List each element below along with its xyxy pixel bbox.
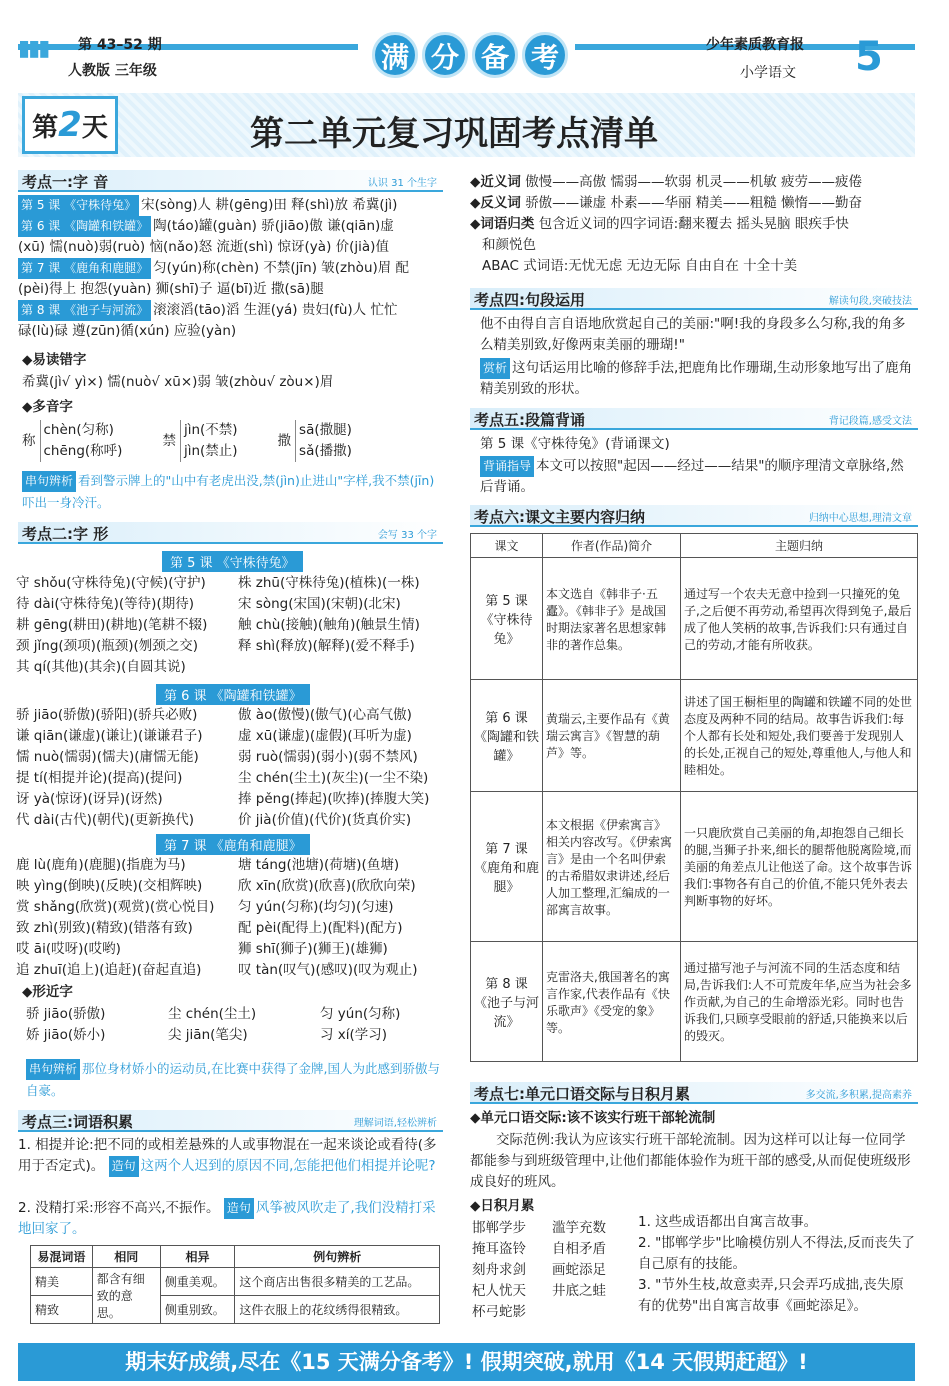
section-header	[18, 1110, 443, 1132]
note-tag: 串句辨析	[26, 1059, 80, 1080]
label: ◆近义词	[470, 174, 521, 190]
table-cell: 第 8 课《池子与河流》	[471, 942, 543, 1062]
oral-example: 交际范例:我认为应该实行班干部轮流制。因为这样可以让每一位同学都能参与到班级管理中,让他们都能体验作为班干部的感受,从而促使班级形成良好的班风。	[470, 1132, 911, 1190]
list-item: 3. "节外生枝,故意卖弄,只会弄巧成拙,丧失原有的优势"出自寓言故事《画蛇添足》。	[638, 1277, 904, 1314]
table-header-row	[471, 534, 918, 558]
page-header	[0, 0, 949, 92]
idiom-list	[552, 1218, 606, 1302]
table-cell: 都含有细致的意思。	[92, 1268, 160, 1324]
table-cell: 本文选自《韩非子·五蠹》。《韩非子》是战国时期法家著名思想家韩非的著作总集。	[543, 558, 681, 680]
table-cell: 通过描写池子与河流不同的生活态度和结局,告诉我们:人不可荒废年华,应当为社会多作贡献,为自己的生命增添光彩。同时也告诉我们,只顾享受眼前的舒适,只能换来以后的毁灭。	[681, 942, 918, 1062]
list-item: 骄 jiāo(骄傲)	[26, 1006, 106, 1022]
char-list	[238, 705, 429, 831]
line-text: 陶(táo)罐(guàn) 骄(jiāo)傲 谦(qiān)虚	[153, 218, 394, 234]
list-item: 2. "邯郸学步"比喻模仿别人不得法,反而丧失了自己原有的技能。	[638, 1235, 915, 1272]
section-header	[470, 288, 918, 310]
reading: sā(撒腿)	[299, 422, 352, 438]
subheading: ◆日积月累	[470, 1198, 535, 1214]
char-list	[16, 573, 207, 678]
list-item	[470, 193, 918, 214]
lesson-tag: 第 5 课 《守株待兔》	[162, 551, 303, 572]
definition: 2. 没精打采:形容不高兴,不振作。	[18, 1200, 220, 1216]
table-cell: 第 5 课《守株待兔》	[471, 558, 543, 680]
table-row	[471, 942, 918, 1062]
list-item: 谦 qiān(谦虚)(谦让)(谦谦君子)	[16, 728, 203, 744]
note-tag: 串句辨析	[22, 471, 76, 492]
table-cell: 克雷洛夫,俄国著名的寓言作家,代表作品有《快乐歌声》《受宠的象》等。	[543, 942, 681, 1062]
table-cell: 侧重美观。	[160, 1268, 235, 1296]
list-item: 杯弓蛇影	[472, 1304, 526, 1320]
section-title: 考点七:单元口语交际与日积月累	[474, 1085, 691, 1103]
char: 撒	[277, 432, 292, 449]
section-title: 考点一:字 音	[22, 173, 109, 191]
note-text: 看到警示牌上的"山中有老虎出没,禁(jìn)止进山"字样,我不禁(jīn)吓出一身冷汗。	[22, 473, 435, 510]
column-header: 易混词语	[31, 1246, 93, 1268]
list-item: 释 shì(释放)(解释)(爱不释手)	[238, 638, 415, 654]
list-item: 价 jià(价值)(代价)(货真价实)	[238, 812, 412, 828]
brand-char: 满	[372, 32, 418, 78]
section-note: 多交流,多积累,提高素养	[805, 1090, 912, 1101]
list-item: 其 qí(其他)(其余)(自圆其说)	[16, 659, 186, 675]
day-post: 天	[81, 113, 108, 143]
note-tag: 造句	[224, 1198, 254, 1219]
edition: 人教版 三年级	[68, 63, 157, 79]
line-text: 宋(sòng)人 耕(gēng)田 释(shì)放 希冀(jì)	[141, 197, 398, 213]
list-item	[18, 216, 443, 237]
appreciation	[480, 358, 916, 400]
line-text: 骄傲——谦虚 朴素——华丽 精美——粗糙 懒惰——勤奋	[525, 195, 863, 211]
list-item: 耕 gēng(耕田)(耕地)(笔耕不辍)	[16, 617, 208, 633]
table-row	[471, 558, 918, 680]
section-title: 考点六:课文主要内容归纳	[474, 508, 645, 526]
list-item: 映 yìng(倒映)(反映)(交相辉映)	[16, 878, 203, 894]
table-cell: 本文根据《伊索寓言》相关内容改写。《伊索寓言》是由一个名叫伊索的古希腊奴隶讲述,经后人加工整理,汇编成的一部寓言故事。	[543, 792, 681, 942]
error-prone-chars: 希冀(jì√ yì×) 懦(nuò√ xū×)弱 皱(zhòu√ zòu×)眉	[22, 374, 334, 390]
section-note: 背记段篇,感受文法	[828, 416, 912, 427]
list-item: 配 pèi(配得上)(配料)(配方)	[238, 920, 403, 936]
note-text: 本文可以按照"起因——经过——结果"的顺序理清文章脉络,然后背诵。	[480, 458, 904, 495]
label: ◆词语归类	[470, 216, 535, 232]
footer-banner: 期末好成绩,尽在《15 天满分备考》! 假期突破,就用《14 天假期赶超》!	[18, 1343, 915, 1381]
line-text: 碌(lù)碌 遵(zūn)循(xún) 应验(yàn)	[18, 323, 237, 339]
paper-name: 少年素质教育报	[706, 37, 804, 53]
list-item: 颈 jǐng(颈项)(瓶颈)(刎颈之交)	[16, 638, 199, 654]
list-item: 娇 jiāo(娇小)	[26, 1027, 106, 1043]
vocab-item	[18, 1135, 446, 1177]
sentence-note	[22, 470, 440, 513]
char-list	[238, 855, 418, 981]
example-sentence: 风筝被风吹走了,我们没精打采地回家了。	[18, 1200, 436, 1237]
list-item: 杞人忧天	[472, 1283, 526, 1299]
section-title: 考点二:字 形	[22, 525, 109, 543]
list-item	[22, 420, 122, 462]
list-item: 画蛇添足	[552, 1262, 606, 1278]
idiom-notes	[638, 1212, 916, 1317]
list-item	[18, 258, 443, 279]
list-item: 赏 shǎng(欣赏)(观赏)(赏心悦目)	[16, 899, 215, 915]
column-header: 课文	[471, 534, 543, 558]
header-rule-left	[18, 44, 358, 50]
similar-chars	[320, 1004, 400, 1046]
subheading: ◆形近字	[22, 984, 73, 1000]
table-cell: 精美	[31, 1268, 93, 1296]
list-item: 掩耳盗铃	[472, 1241, 526, 1257]
note-tag: 造句	[109, 1156, 139, 1177]
note-tag: 赏析	[480, 358, 510, 379]
table-cell: 通过写一个农夫无意中捡到一只撞死的兔子,之后便不再劳动,希望再次得到兔子,最后成了他人笑柄的故事,告诉我们:只有通过自己的劳动,才能有所收获。	[681, 558, 918, 680]
list-item: 狮 shī(狮子)(狮王)(雄狮)	[238, 941, 388, 957]
reading: chēng(称呼)	[43, 443, 123, 459]
table-cell: 这件衣服上的花纹绣得很精致。	[235, 1296, 440, 1324]
column-header: 相同	[92, 1246, 160, 1268]
list-item: 追 zhuī(追上)(追赶)(奋起直追)	[16, 962, 202, 978]
brand-logo	[372, 32, 568, 78]
list-item: 讶 yà(惊讶)(讶异)(讶然)	[16, 791, 163, 807]
table-row	[471, 792, 918, 942]
section-note: 理解词语,轻松辨析	[353, 1118, 437, 1129]
line-text: (xū) 懦(nuò)弱(ruò) 恼(nǎo)怒 流逝(shì) 惊讶(yà) 价(jià)值	[18, 239, 389, 255]
table-cell: 第 6 课《陶罐和铁罐》	[471, 680, 543, 792]
list-item: 尖 jiān(笔尖)	[168, 1027, 248, 1043]
recite-guide	[480, 456, 916, 498]
note-tag: 背诵指导	[480, 456, 534, 477]
list-item: 弱 ruò(懦弱)(弱小)(弱不禁风)	[238, 749, 418, 765]
char-list	[16, 855, 214, 981]
list-item: 傲 ào(傲慢)(傲气)(心高气傲)	[238, 707, 412, 723]
list-item: 虚 xū(谦虚)(虚假)(耳听为虚)	[238, 728, 412, 744]
issue-number: 第 43–52 期	[78, 37, 162, 53]
list-item: 株 zhū(守株待兔)(植株)(一株)	[238, 575, 420, 591]
column-header: 主题归纳	[681, 534, 918, 558]
section-note: 归纳中心思想,理清文章	[808, 513, 912, 524]
list-item: 尘 chén(尘土)(灰尘)(一尘不染)	[238, 770, 429, 786]
section-header	[470, 1082, 918, 1104]
page-number: 5	[855, 34, 883, 80]
definition: 1. 相提并论:把不同的或相差悬殊的人或事物混在一起来谈论或看待(多用于否定式)。	[18, 1137, 437, 1174]
line-text: 滚滚滔(tāo)滔 生涯(yá) 贵妇(fù)人 忙忙	[153, 302, 398, 318]
line-text: (pèi)得上 抱怨(yuàn) 狮(shī)子 逼(bī)近 撒(sā)腿	[18, 281, 324, 297]
table-header-row	[31, 1246, 440, 1268]
list-item: 致 zhì(别致)(精致)(错落有致)	[16, 920, 193, 936]
list-item: 刻舟求剑	[472, 1262, 526, 1278]
confusable-words-table	[30, 1245, 440, 1324]
list-item	[18, 279, 443, 300]
section-header	[18, 522, 443, 544]
list-item: 守 shǒu(守株待兔)(守候)(守护)	[16, 575, 206, 591]
note-text: 那位身材娇小的运动员,在比赛中获得了金牌,国人为此感到骄傲与自豪。	[26, 1061, 440, 1098]
lesson-tag: 第 7 课 《鹿角和鹿腿》	[18, 258, 151, 279]
list-item: 尘 chén(尘土)	[168, 1006, 257, 1022]
list-item: 代 dài(古代)(朝代)(更新换代)	[16, 812, 194, 828]
list-item: 懦 nuò(懦弱)(懦夫)(庸懦无能)	[16, 749, 199, 765]
subheading: ◆易读错字	[22, 352, 87, 368]
idiom-list	[472, 1218, 526, 1323]
similar-chars	[168, 1004, 256, 1046]
day-num: 2	[58, 105, 82, 145]
note-text: 这句话运用比喻的修辞手法,把鹿角比作珊瑚,生动形象地写出了鹿角精美别致的形状。	[480, 360, 913, 397]
list-item	[470, 172, 918, 193]
table-row	[471, 680, 918, 792]
list-item: 哎 āi(哎呀)(哎哟)	[16, 941, 121, 957]
list-item: 邯郸学步	[472, 1220, 526, 1236]
list-item	[18, 195, 443, 216]
lesson-tag: 第 5 课 《守株待兔》	[18, 195, 139, 216]
brand-char: 备	[472, 32, 518, 78]
list-item: 宋 sòng(宋国)(宋朝)(北宋)	[238, 596, 401, 612]
lesson-tag: 第 8 课 《池子与河流》	[18, 300, 151, 321]
page-title: 第二单元复习巩固考点清单	[250, 114, 658, 154]
list-item: 捧 pěng(捧起)(吹捧)(捧腹大笑)	[238, 791, 430, 807]
brand-char: 分	[422, 32, 468, 78]
k1-pinyin-list	[18, 195, 443, 342]
lesson-summary-table	[470, 533, 918, 1062]
sentence-note	[26, 1058, 440, 1101]
list-item	[18, 300, 443, 321]
section-note: 解读句段,突破技法	[828, 296, 912, 307]
subheading: ◆多音字	[22, 399, 73, 415]
section-title: 考点四:句段运用	[474, 291, 585, 309]
lesson-tag: 第 6 课 《陶罐和铁罐》	[18, 216, 151, 237]
column-header: 作者(作品)简介	[543, 534, 681, 558]
lesson-tag: 第 7 课 《鹿角和鹿腿》	[156, 834, 310, 855]
list-item	[18, 237, 443, 258]
char: 禁	[162, 432, 176, 449]
line-text: 傲慢——高傲 懦弱——软弱 机灵——机敏 疲劳——疲倦	[525, 174, 863, 190]
list-item: 滥竽充数	[552, 1220, 606, 1236]
brand-char: 考	[522, 32, 568, 78]
recite-item: 第 5 课《守株待兔》(背诵课文)	[480, 436, 670, 452]
section-note: 认识 31 个生字	[367, 178, 437, 189]
lesson-tag: 第 6 课 《陶罐和铁罐》	[156, 684, 310, 705]
line-text: 和颜悦色	[482, 237, 536, 253]
list-item: 骄 jiāo(骄傲)(骄阳)(骄兵必败)	[16, 707, 198, 723]
reading: jìn(不禁)	[183, 422, 238, 438]
word-relations	[470, 172, 918, 277]
table-cell: 侧重别致。	[160, 1296, 235, 1324]
table-cell: 精致	[31, 1296, 93, 1324]
list-item: 塘 táng(池塘)(荷塘)(鱼塘)	[238, 857, 400, 873]
section-header	[470, 505, 918, 527]
list-item: 习 xí(学习)	[320, 1027, 388, 1043]
list-item	[278, 420, 352, 462]
list-item	[162, 420, 237, 462]
list-item	[470, 214, 918, 235]
table-cell: 第 7 课《鹿角和鹿腿》	[471, 792, 543, 942]
list-item	[18, 321, 443, 342]
example-sentence: 这两个人迟到的原因不同,怎能把他们相提并论呢?	[140, 1158, 436, 1174]
table-row	[31, 1296, 440, 1324]
list-item: 欣 xīn(欣赏)(欣喜)(欣欣向荣)	[238, 878, 416, 894]
list-item: 1. 这些成语都出自寓言故事。	[638, 1214, 818, 1230]
similar-chars	[26, 1004, 105, 1046]
list-item: 触 chù(接触)(触角)(触景生情)	[238, 617, 420, 633]
char: 称	[22, 432, 36, 449]
list-item: 井底之蛙	[552, 1283, 606, 1299]
polyphone-list	[22, 420, 442, 462]
label: ◆反义词	[470, 195, 521, 211]
list-item: 叹 tàn(叹气)(感叹)(叹为观止)	[238, 962, 418, 978]
vocab-item	[18, 1198, 446, 1240]
line-text: ABAC 式词语:无忧无虑 无边无际 自由自在 十全十美	[482, 258, 798, 274]
reading: sǎ(播撒)	[299, 443, 352, 459]
list-item: 提 tí(相提并论)(提高)(提问)	[16, 770, 183, 786]
section-header	[18, 170, 443, 192]
char-list	[16, 705, 203, 831]
day-badge	[22, 96, 118, 154]
section-title: 考点三:词语积累	[22, 1113, 133, 1131]
section-note: 会写 33 个字	[377, 530, 437, 541]
column-header: 相异	[160, 1246, 235, 1268]
table-cell: 讲述了国王橱柜里的陶罐和铁罐不同的处世态度及两种不同的结局。故事告诉我们:每个人都有长处和短处,我们要善于发现别人的长处,正视自己的短处,尊重他人,与他人和睦相处。	[681, 680, 918, 792]
table-cell: 黄瑞云,主要作品有《黄瑞云寓言》《智慧的葫芦》等。	[543, 680, 681, 792]
day-pre: 第	[32, 113, 59, 143]
list-item: 匀 yún(匀称)(均匀)(匀速)	[238, 899, 394, 915]
table-row	[31, 1268, 440, 1296]
passage: 他不由得自言自语地欣赏起自己的美丽:"啊!我的身段多么匀称,我的角多么精美别致,好像两束美丽的珊瑚!"	[480, 316, 906, 353]
list-item: 待 dài(守株待兔)(等待)(期待)	[16, 596, 194, 612]
section-title: 考点五:段篇背诵	[474, 411, 585, 429]
column-header: 例句辨析	[235, 1246, 440, 1268]
list-item: 自相矛盾	[552, 1241, 606, 1257]
list-item: 匀 yún(匀称)	[320, 1006, 401, 1022]
reading: jìn(禁止)	[183, 443, 238, 459]
table-cell: 一只鹿欣赏自己美丽的角,却抱怨自己细长的腿,当狮子扑来,细长的腿帮他脱离险境,而美丽的角差点儿让他送了命。这个故事告诉我们:事物各有自己的价值,不能只凭外表去判断事物的好坏。	[681, 792, 918, 942]
reading: chèn(匀称)	[43, 422, 114, 438]
subheading: ◆单元口语交际:该不该实行班干部轮流制	[470, 1110, 716, 1126]
list-item: 鹿 lù(鹿角)(鹿腿)(指鹿为马)	[16, 857, 186, 873]
line-text: 匀(yún)称(chèn) 不禁(jīn) 皱(zhòu)眉 配	[153, 260, 410, 276]
section-header	[470, 408, 918, 430]
line-text: 包含近义词的四字词语:翻来覆去 摇头晃脑 眼疾手快	[538, 216, 849, 232]
subject: 小学语文	[740, 65, 796, 81]
table-cell: 这个商店出售很多精美的工艺品。	[235, 1268, 440, 1296]
char-list	[238, 573, 420, 657]
